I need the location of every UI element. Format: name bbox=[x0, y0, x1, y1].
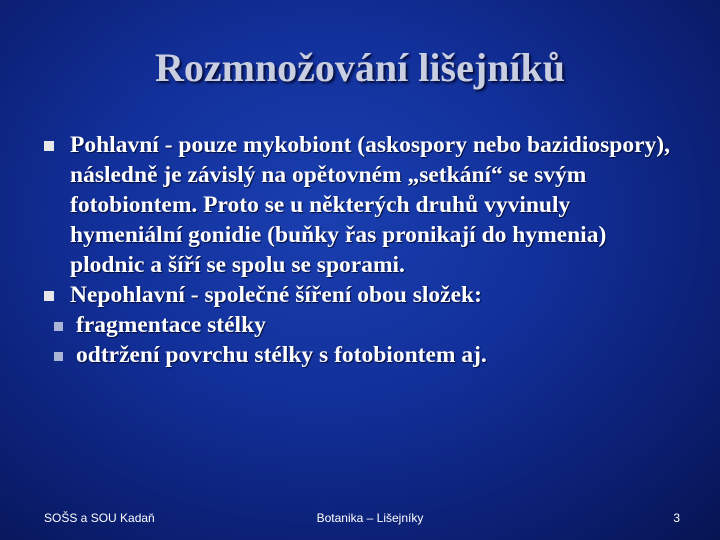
bullet-text: - pouze mykobiont (askospory nebo bazidiospory), následně je závislý na opětovném „setkání“ se svým fotobiontem. Proto se u některých druhů vyvinuly hymeniální gonidie (buňky řas pronikají do hymenia) plodnic a šíří se spolu se sporami. bbox=[70, 132, 671, 278]
bullet-item-asexual bbox=[44, 280, 684, 310]
sub-bullet-text: odtržení povrchu stélky s fotobiontem aj. bbox=[76, 342, 487, 368]
sub-bullet-item bbox=[54, 310, 684, 340]
slide-title: Rozmnožování lišejníků bbox=[154, 45, 566, 90]
square-bullet-icon bbox=[54, 322, 63, 331]
bullet-term: Nepohlavní bbox=[70, 282, 185, 308]
bullet-term: Pohlavní bbox=[70, 132, 159, 158]
square-bullet-icon bbox=[44, 291, 54, 301]
bullet-item-sexual bbox=[44, 130, 684, 280]
sub-bullet-text: fragmentace stélky bbox=[76, 312, 266, 338]
footer-school: SOŠS a SOU Kadaň bbox=[44, 511, 155, 525]
slide-content bbox=[44, 130, 684, 370]
square-bullet-icon bbox=[44, 141, 54, 151]
footer-page-number: 3 bbox=[673, 511, 680, 525]
bullet-text: - společné šíření obou složek: bbox=[184, 282, 482, 308]
footer-subject: Botanika – Lišejníky bbox=[316, 511, 424, 525]
square-bullet-icon bbox=[54, 352, 63, 361]
sub-bullet-item bbox=[54, 340, 684, 370]
